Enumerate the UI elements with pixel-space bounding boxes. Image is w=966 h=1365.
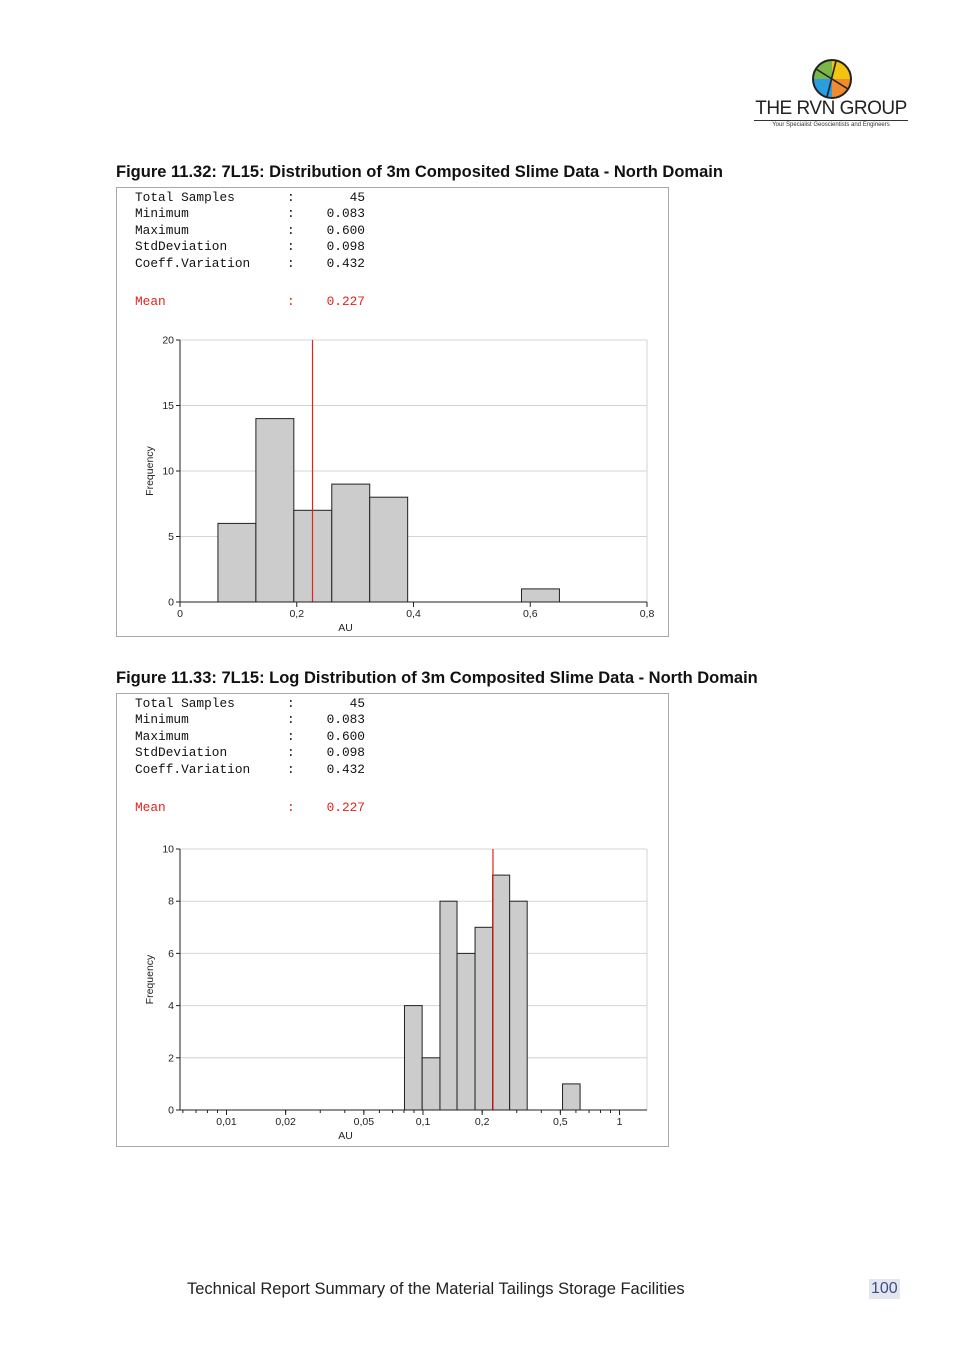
x-axis-label: AU bbox=[338, 1130, 353, 1142]
y-tick-label: 2 bbox=[168, 1052, 174, 1065]
histogram-bar bbox=[457, 953, 475, 1110]
y-tick-label: 6 bbox=[168, 947, 174, 960]
histogram-bar bbox=[256, 419, 294, 602]
y-axis-label: Frequency bbox=[144, 954, 156, 1005]
x-tick-label: 0,2 bbox=[289, 608, 305, 620]
histogram-bar bbox=[521, 589, 559, 602]
y-tick-label: 20 bbox=[162, 334, 174, 347]
y-tick-label: 5 bbox=[168, 531, 174, 543]
y-axis-label: Frequency bbox=[144, 446, 156, 496]
y-tick-label: 10 bbox=[162, 465, 174, 478]
x-tick-label: 0,2 bbox=[474, 1116, 490, 1128]
x-tick-label: 0 bbox=[177, 608, 183, 620]
x-tick-label: 0,1 bbox=[415, 1116, 431, 1128]
page-number: 100 bbox=[871, 1280, 898, 1297]
footer-title: Technical Report Summary of the Material Tailings Storage Facilities bbox=[187, 1280, 685, 1298]
figure-caption: Figure 11.33: 7L15: Log Distribution of 3m Composited Slime Data - North Domain bbox=[116, 669, 758, 687]
x-tick-label: 1 bbox=[616, 1116, 623, 1128]
y-tick-label: 15 bbox=[162, 400, 174, 412]
histogram-bar bbox=[404, 1006, 422, 1110]
histogram-bar bbox=[218, 523, 256, 602]
chart-panel: Total Samples : 45 Minimum : 0.083 Maximum : 0.600 StdDeviation : 0.098 Coeff.Variation : 0.432 Mean : 0.227 0 2 4 6 8 10 0,01 0,02 0,05 0,1 0,2 0,5 1 AU Frequency bbox=[116, 693, 669, 1147]
figure-caption: Figure 11.32: 7L15: Distribution of 3m Composited Slime Data - North Domain bbox=[116, 163, 723, 181]
histogram-bar bbox=[510, 901, 528, 1110]
y-tick-label: 4 bbox=[168, 1000, 174, 1013]
histogram-bar bbox=[475, 927, 493, 1110]
x-tick-label: 0,6 bbox=[522, 608, 538, 620]
y-tick-label: 0 bbox=[168, 596, 174, 609]
y-tick-label: 10 bbox=[162, 843, 174, 856]
log-histogram-chart bbox=[117, 694, 668, 1146]
y-tick-label: 0 bbox=[168, 1104, 174, 1117]
histogram-bar bbox=[332, 484, 370, 602]
x-tick-label: 0,5 bbox=[553, 1116, 568, 1128]
x-tick-label: 0,05 bbox=[353, 1116, 375, 1128]
logo-tagline: Your Specialist Geoscientists and Engineers bbox=[772, 122, 890, 128]
histogram-bar bbox=[493, 875, 510, 1110]
x-axis-label: AU bbox=[338, 622, 353, 634]
x-tick-label: 0,01 bbox=[216, 1116, 237, 1128]
chart-panel: Total Samples : 45 Minimum : 0.083 Maximum : 0.600 StdDeviation : 0.098 Coeff.Variation : 0.432 Mean : 0.227 0 5 10 15 20 0 0,2 0,4 0,6 0,8 AU Frequency bbox=[116, 187, 669, 637]
logo-divider bbox=[754, 120, 908, 121]
x-tick-label: 0,02 bbox=[275, 1116, 296, 1128]
histogram-bar bbox=[422, 1058, 440, 1110]
x-tick-label: 0,4 bbox=[406, 608, 421, 620]
logo-name: THE RVN GROUP bbox=[755, 98, 907, 119]
company-logo bbox=[752, 58, 912, 132]
x-tick-label: 0,8 bbox=[639, 608, 655, 620]
logo-circle-icon bbox=[752, 58, 912, 100]
histogram-bar bbox=[563, 1084, 581, 1110]
histogram-chart bbox=[117, 188, 668, 636]
histogram-bar bbox=[440, 901, 457, 1110]
y-tick-label: 8 bbox=[168, 895, 174, 908]
histogram-bar bbox=[370, 497, 408, 602]
